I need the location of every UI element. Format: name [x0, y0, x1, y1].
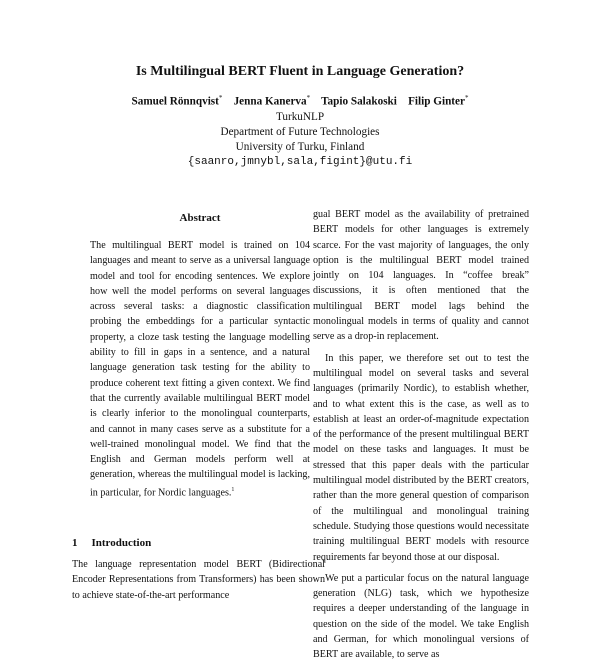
right-column — [313, 207, 529, 663]
author-list — [0, 94, 600, 108]
abstract-text: The multilingual BERT model is trained on 104 languages and meant to serve as a universal language model and tool for encoding sentences. We explore how well the model performs on several languages across several tasks: a diagnostic classification probing the embeddings for a particular syntactic property, a cloze task testing the language modelling ability to fill in gaps in a sentence, and a natural language generation task testing for the ability to produce coherent text fitting a given context. We find that the currently available multilingual BERT model is clearly inferior to the monolingual counterparts, and cannot in many cases serve as a substitute for a well-trained monolingual model. We find that the English and German models perform well at generation, whereas the multilingual model is lacking, in particular, for Nordic languages. — [90, 240, 310, 499]
abstract-heading: Abstract — [179, 212, 221, 224]
right-paragraph-2: In this paper, we therefore set out to test the multilingual model on several tasks and several languages (primarily Nordic), to establish whether, and to what extent this is the case, as well as to establish at least an order-of-magnitude expectation of the performance of the present multilingual BERT model on these tasks and languages. It must be stressed that this paper deals with the particular multilingual model distributed by the BERT creators, rather than the more general question of comparison of the multilingual and monolingual training schedule. Studying those questions would necessitate training multilingual BERT models with resource requirements far beyond those at our disposal. — [313, 352, 529, 563]
author-mark: * — [306, 94, 311, 102]
abstract-body — [90, 238, 310, 500]
right-paragraph-3: We put a particular focus on the natural language generation (NLG) task, which we hypothesize requires a deeper understanding of the language in question on the side of the model. We take English and German, for which monolingual versions of BERT are available, to serve as — [313, 572, 529, 661]
author-mark: * — [464, 94, 469, 102]
author-name: Filip Ginter — [408, 95, 465, 108]
author-name: Tapio Salakoski — [321, 95, 397, 108]
section-number: 1 — [72, 537, 78, 549]
paper-title: Is Multilingual BERT Fluent in Language Generation? — [135, 64, 465, 79]
affiliation-university: University of Turku, Finland — [235, 141, 365, 153]
affiliation-department: Department of Future Technologies — [220, 126, 380, 138]
section-heading-introduction — [72, 537, 151, 549]
section-title: Introduction — [91, 537, 152, 549]
right-paragraph-1: gual BERT model as the availability of pretrained BERT models for other languages is extremely scarce. For the vast majority of languages, the only option is the multilingual BERT model trained jointly on 104 languages. In “coffee break” discussions, it is often mentioned that the multilingual BERT model lags behind the monolingual models in terms of quality and cannot serve as a drop-in replacement. — [313, 209, 529, 343]
footnote-mark: 1 — [231, 486, 235, 493]
affiliation-group: TurkuNLP — [275, 111, 325, 123]
author-emails: {saanro,jmnybl,sala,figint}@utu.fi — [187, 156, 413, 168]
author-name: Jenna Kanerva — [233, 95, 307, 108]
author-name: Samuel Rönnqvist — [131, 95, 219, 108]
introduction-body — [72, 557, 325, 603]
author-mark: * — [218, 94, 223, 102]
intro-paragraph: The language representation model BERT (Bidirectional Encoder Representations from Transformers) has been shown to achieve state-of-the-art performance — [72, 559, 325, 601]
